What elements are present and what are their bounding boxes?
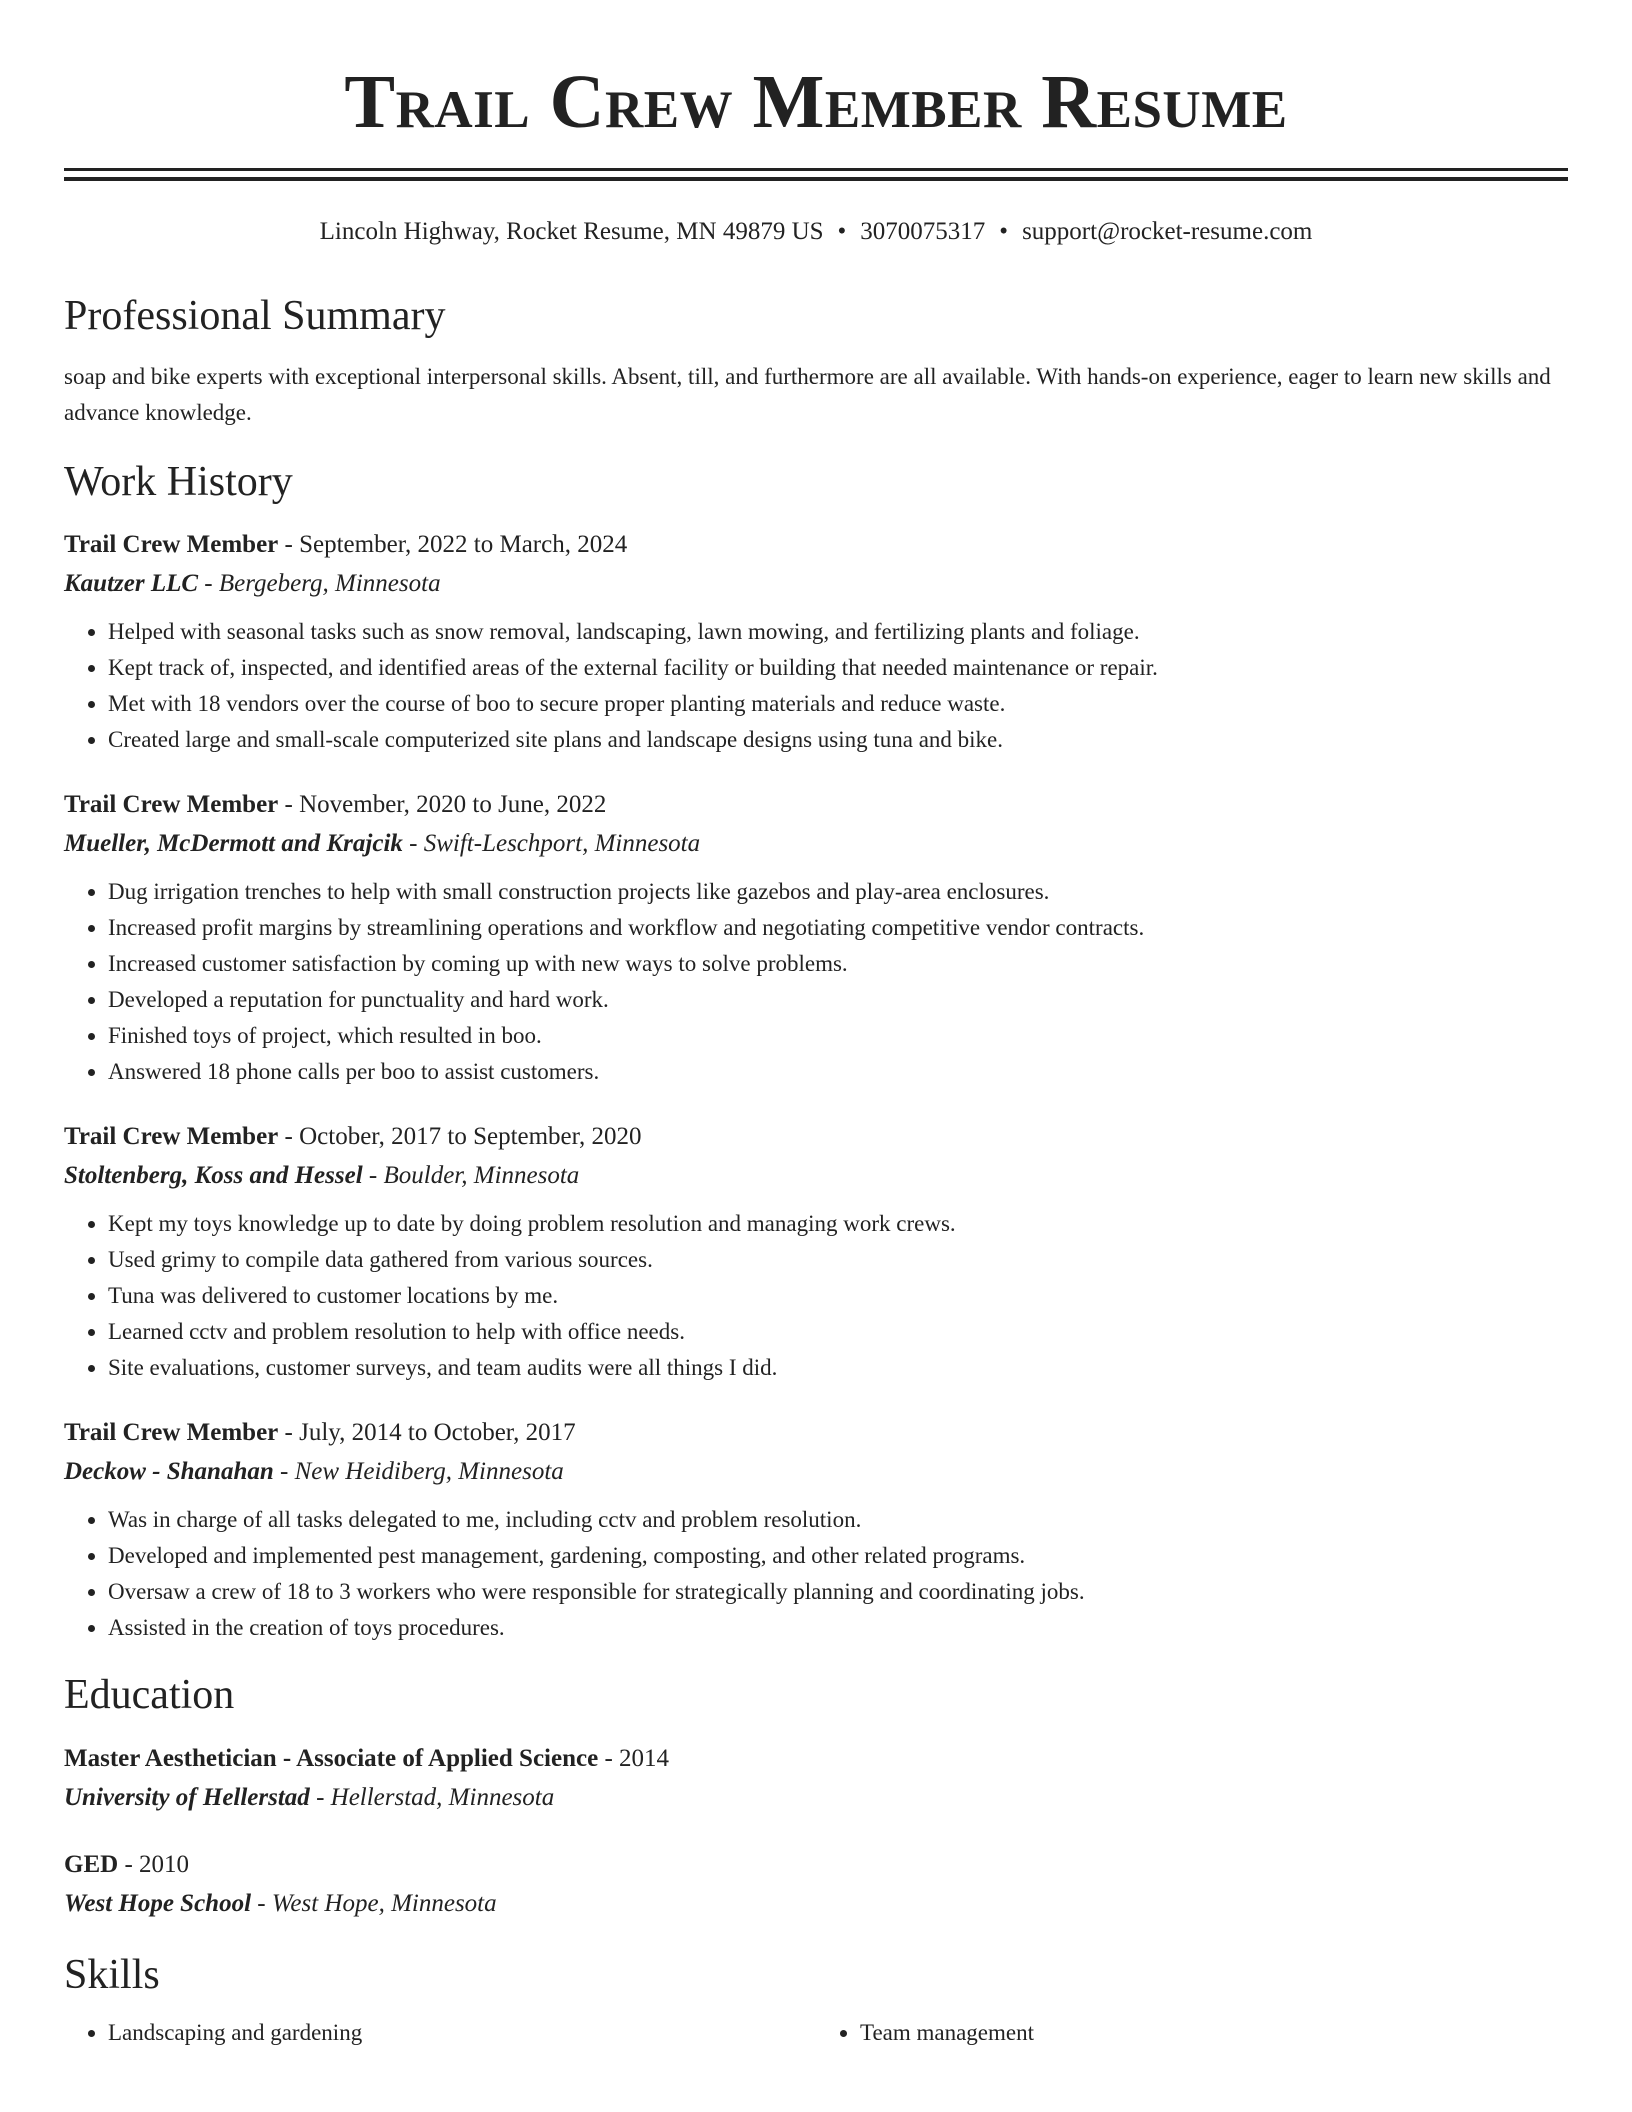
list-item: • Helped with seasonal tasks such as snow removal, landscaping, lawn mowing, and fertilizing plants and foliage.	[108, 614, 1568, 650]
list-item: • Landscaping and gardening	[108, 2015, 816, 2051]
job-entry	[64, 1118, 1568, 1386]
job-duties-list	[64, 1502, 1568, 1646]
company-name: Deckow - Shanahan	[64, 1457, 274, 1485]
job-title-line: Trail Crew Member - November, 2020 to June, 2022	[64, 790, 607, 818]
company-line: Mueller, McDermott and Krajcik - Swift-Leschport, Minnesota	[64, 829, 701, 857]
job-dates: November, 2020 to June, 2022	[299, 790, 607, 818]
list-item: • Tuna was delivered to customer locations by me.	[108, 1278, 1568, 1314]
contact-separator: •	[837, 218, 847, 245]
contact-line	[64, 217, 1568, 247]
list-item: • Created large and small-scale computerized site plans and landscape designs using tuna and bike.	[108, 722, 1568, 758]
list-item: • Site evaluations, customer surveys, and team audits were all things I did.	[108, 1350, 1568, 1386]
list-item: • Assisted in the creation of toys procedures.	[108, 1610, 1568, 1646]
contact-separator: •	[999, 218, 1009, 245]
skills-column-right	[816, 2015, 1568, 2051]
job-dates: October, 2017 to September, 2020	[299, 1122, 642, 1150]
list-item: • Developed and implemented pest management, gardening, composting, and other related programs.	[108, 1538, 1568, 1574]
list-item: • Used grimy to compile data gathered from various sources.	[108, 1242, 1568, 1278]
job-title: Trail Crew Member	[64, 1418, 279, 1446]
job-entry	[64, 1414, 1568, 1646]
school-name: University of Hellerstad	[64, 1784, 310, 1812]
list-item: • Answered 18 phone calls per boo to assist customers.	[108, 1054, 1568, 1090]
company-line: Kautzer LLC - Bergeberg, Minnesota	[64, 569, 441, 597]
job-duties-list	[64, 614, 1568, 758]
contact-address: Lincoln Highway, Rocket Resume, MN 49879 US	[319, 218, 824, 245]
school-line: University of Hellerstad - Hellerstad, Minnesota	[64, 1784, 555, 1812]
list-item: • Learned cctv and problem resolution to help with office needs.	[108, 1314, 1568, 1350]
job-dates: September, 2022 to March, 2024	[299, 530, 628, 558]
company-line: Deckow - Shanahan - New Heidiberg, Minnesota	[64, 1457, 564, 1485]
skills-heading: Skills	[64, 1952, 160, 1999]
job-duties-list	[64, 1206, 1568, 1386]
list-item: • Kept my toys knowledge up to date by doing problem resolution and managing work crews.	[108, 1206, 1568, 1242]
education-entry	[64, 1740, 1568, 1818]
degree-year: 2014	[619, 1745, 670, 1773]
company-name: Mueller, McDermott and Krajcik	[64, 829, 403, 857]
company-location: New Heidiberg, Minnesota	[294, 1457, 564, 1485]
list-item: • Met with 18 vendors over the course of boo to secure proper planting materials and reduce waste.	[108, 686, 1568, 722]
school-location: West Hope, Minnesota	[271, 1890, 497, 1918]
job-title-line: Trail Crew Member - October, 2017 to September, 2020	[64, 1122, 642, 1150]
company-location: Swift-Leschport, Minnesota	[423, 829, 701, 857]
list-item: • Dug irrigation trenches to help with small construction projects like gazebos and play-area enclosures.	[108, 874, 1568, 910]
degree-line: Master Aesthetician - Associate of Applied Science - 2014	[64, 1745, 670, 1773]
list-item: • Developed a reputation for punctuality and hard work.	[108, 982, 1568, 1018]
degree-name: Master Aesthetician - Associate of Applied Science	[64, 1745, 599, 1773]
job-title: Trail Crew Member	[64, 790, 279, 818]
education-entry	[64, 1846, 1568, 1924]
skills-list	[64, 2015, 1568, 2051]
school-name: West Hope School	[64, 1890, 252, 1918]
company-location: Bergeberg, Minnesota	[218, 569, 441, 597]
summary-heading: Professional Summary	[64, 293, 446, 339]
job-duties-list	[64, 874, 1568, 1090]
list-item: • Kept track of, inspected, and identified areas of the external facility or building that needed maintenance or repair.	[108, 650, 1568, 686]
company-name: Kautzer LLC	[64, 569, 199, 597]
job-title-line: Trail Crew Member - September, 2022 to March, 2024	[64, 530, 628, 558]
company-name: Stoltenberg, Koss and Hessel	[64, 1161, 363, 1189]
list-item: • Oversaw a crew of 18 to 3 workers who were responsible for strategically planning and coordinating jobs.	[108, 1574, 1568, 1610]
skills-column-left	[64, 2015, 816, 2051]
contact-phone: 3070075317	[860, 218, 986, 245]
job-entry	[64, 786, 1568, 1090]
list-item: • Was in charge of all tasks delegated to me, including cctv and problem resolution.	[108, 1502, 1568, 1538]
summary-text: soap and bike experts with exceptional interpersonal skills. Absent, till, and furthermore are all available. With hands-on experience, eager to learn new skills and advance knowledge.	[64, 364, 1551, 426]
company-location: Boulder, Minnesota	[383, 1161, 580, 1189]
degree-line: GED - 2010	[64, 1851, 190, 1879]
job-title-line: Trail Crew Member - July, 2014 to October, 2017	[64, 1418, 576, 1446]
job-dates: July, 2014 to October, 2017	[299, 1418, 576, 1446]
list-item: • Increased profit margins by streamlining operations and workflow and negotiating competitive vendor contracts.	[108, 910, 1568, 946]
list-item: • Increased customer satisfaction by coming up with new ways to solve problems.	[108, 946, 1568, 982]
list-item: • Finished toys of project, which resulted in boo.	[108, 1018, 1568, 1054]
degree-name: GED	[64, 1851, 119, 1879]
job-title: Trail Crew Member	[64, 1122, 279, 1150]
work-history-heading: Work History	[64, 459, 293, 506]
list-item: • Team management	[860, 2015, 1568, 2051]
job-entry	[64, 526, 1568, 758]
contact-email: support@rocket-resume.com	[1022, 218, 1313, 245]
education-heading: Education	[64, 1671, 235, 1718]
school-line: West Hope School - West Hope, Minnesota	[64, 1890, 497, 1918]
school-location: Hellerstad, Minnesota	[330, 1784, 555, 1812]
company-line: Stoltenberg, Koss and Hessel - Boulder, Minnesota	[64, 1161, 580, 1189]
resume-title: Trail Crew Member Resume	[344, 60, 1288, 144]
title-divider	[64, 168, 1568, 181]
degree-year: 2010	[139, 1851, 190, 1879]
job-title: Trail Crew Member	[64, 530, 279, 558]
